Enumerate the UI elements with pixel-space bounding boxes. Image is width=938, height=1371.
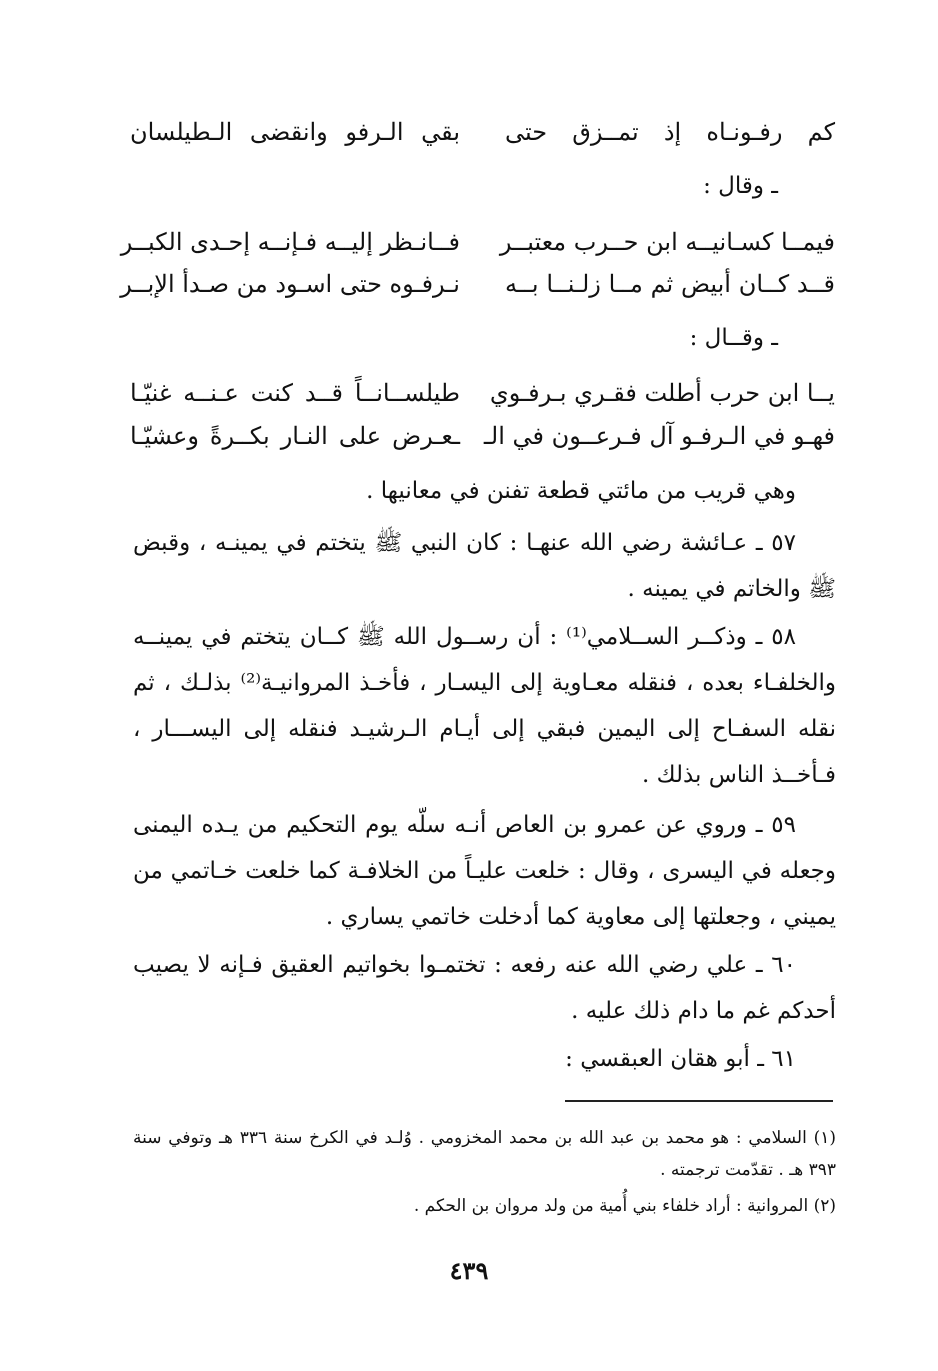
verse-first-hemistich: يــا ابن حرب أطلت فقـري بـرفـوي: [489, 379, 835, 407]
paragraph-61: [133, 1036, 836, 1082]
verse-first-hemistich: قــد كــان أبيض ثم مــا زلـنــا بــه: [505, 270, 835, 298]
paragraph-text: وهي قريب من مائتي قطعة تفنن في معانيها .: [366, 478, 796, 504]
verse-first-hemistich: فيمــا كسـانيــه ابن حــرب معتبــر: [499, 228, 835, 256]
paragraph-text: ٥٨ ـ وذكــر الســلامي⁽¹⁾ : أن رســول الله ﷺ كــان يتختم في يمينــه والخلفـاء بعده ، فنقله معـاوية إلى اليسـار ، فأخـذ المروانيـة⁽²⁾ بذلـك ، ثم نقله السفـاح إلى اليمين فبقي إلى أيـام الـرشيـد فنقله إلى اليســـار ، فـأخــذ الناس بذلك .: [133, 624, 836, 788]
footnote-1: (١) السلامي : هو محمد بن عبد الله بن محمد المخزومي . وُلـد في الكرخ سنة ٣٣٦ هـ وتوفي سنة ٣٩٣ هـ . تقدّمت ترجمته .: [133, 1128, 836, 1180]
page-number: ٤٣٩: [449, 1256, 489, 1285]
verse-line: [130, 373, 835, 413]
paragraph-text: ٥٩ ـ وروي عن عمرو بن العاص أنـه سلّه يوم التحكيم من يـده اليمنى وجعله في اليسرى ، وقال : خلعت عليـاً من الخلافـة كما خلعت خـاتمي من يميني ، وجعلتها إلى معاوية كما أدخلت خاتمي يساري .: [133, 812, 836, 930]
paragraph-text: ٥٧ ـ عـائشة رضي الله عنهـا : كان النبي ﷺ يتختم في يمينـه ، وقبض ﷺ والخاتم في يمينه .: [133, 530, 836, 602]
footnote-divider: [565, 1100, 833, 1102]
paragraph-text: ٦٠ ـ علي رضي الله عنه رفعه : تختمـوا بخواتيم العقيق فـإنه لا يصيب أحدكم غم ما دام ذلك عليه .: [133, 952, 836, 1024]
verse-line: [130, 416, 835, 456]
verse-line: [120, 222, 835, 262]
verse-second-hemistich: فــانـظر إليــه فـإنــه إحـدى الكبــر: [120, 228, 460, 256]
paragraph-text: ٦١ ـ أبو هقان العبقسي :: [565, 1046, 796, 1072]
verse-line: [130, 112, 835, 152]
verse-second-hemistich: نـرفـوه حتى اسـود من صـدأ الإبــر: [120, 270, 460, 298]
paragraph-58: [133, 614, 836, 798]
verse-line: [120, 264, 835, 304]
section-label: ـ وقال :: [703, 173, 778, 199]
verse-first-hemistich: فهـو في الـرفـو آل فـرعــون في الـ: [483, 422, 835, 450]
paragraph-60: [133, 942, 836, 1034]
paragraph-57: [133, 520, 836, 612]
section-label: ـ وقــال :: [689, 325, 778, 351]
verse-second-hemistich: طيلســانــاً قــد كنت عـنــه غنيّـا: [130, 379, 460, 407]
verse-first-hemistich: كم رفـونـاه إذ تمــزق حتى: [505, 118, 835, 146]
paragraph-59: [133, 802, 836, 940]
verse-second-hemistich: بقي الـرفو وانقضى الـطيلسان: [130, 118, 460, 146]
paragraph: [133, 468, 836, 514]
verse-second-hemistich: ـعـرض على النـار بكــرةً وعشيّـا: [130, 422, 460, 450]
footnote-2: (٢) المروانية : أراد خلفاء بني أُمية من ولد مروان بن الحكم .: [413, 1196, 836, 1216]
